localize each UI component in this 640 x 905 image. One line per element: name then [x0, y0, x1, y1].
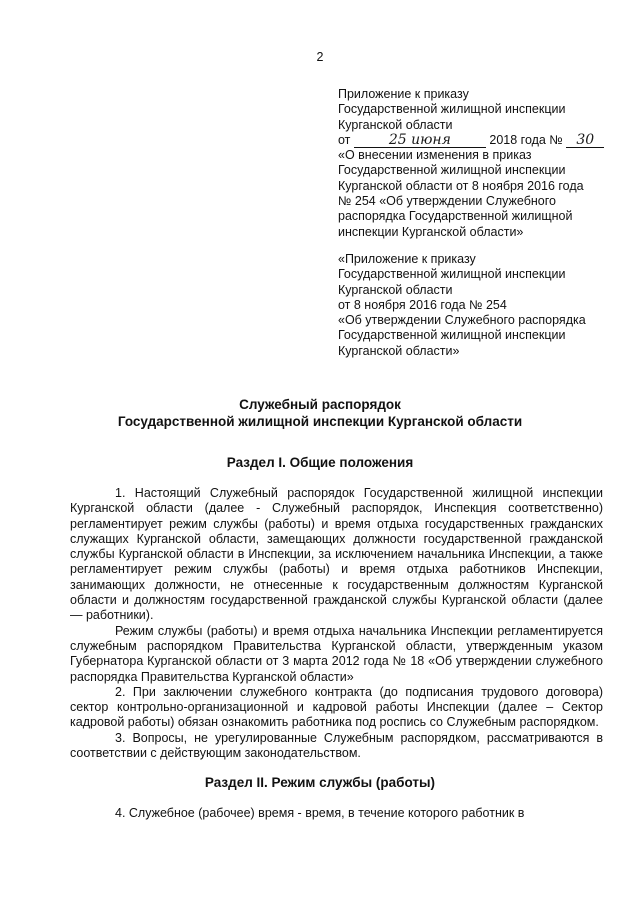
paragraph: 2. При заключении служебного контракта (до подписания трудового договора) сектор контрольно-организационной и кадровой работы Инспекции (далее – Сектор кадровой работы) обязан ознакомить работника под роспись со Служебным распорядком. [70, 684, 603, 730]
paragraph: Режим службы (работы) и время отдыха начальника Инспекции регламентируется служебным распорядком Правительства Курганской области, утвержденным указом Губернатора Курганской области от 3 марта 2012 года № 18 «Об утверждении служебного распорядка Правительства Курганской области» [70, 623, 603, 684]
section-body [70, 486, 603, 761]
title-line: Государственной жилищной инспекции Курганской области [117, 414, 523, 429]
section-body [70, 806, 603, 821]
appendix-line: инспекции Курганской области» [338, 224, 524, 239]
appendix-line: Курганской области [338, 282, 453, 297]
appendix-line: распорядка Государственной жилищной [338, 209, 573, 224]
section-heading: Раздел I. Общие положения [226, 455, 414, 470]
appendix-line: от 8 ноября 2016 года № 254 [338, 297, 507, 312]
handwritten-date: 25 июня [354, 134, 486, 148]
date-prefix: от [338, 132, 351, 147]
paragraph: 4. Служебное (рабочее) время - время, в течение которого работник в [115, 806, 525, 820]
appendix-line: «О внесении изменения в приказ [338, 148, 532, 163]
page-number: 2 [316, 50, 324, 64]
title-line: Служебный распорядок [239, 397, 401, 412]
appendix-block-current [338, 87, 608, 240]
date-suffix: 2018 года № [489, 132, 563, 147]
handwritten-order-number: 30 [566, 134, 604, 148]
appendix-line: «Об утверждении Служебного распорядка [338, 313, 586, 328]
appendix-line: Государственной жилищной инспекции [338, 328, 566, 343]
appendix-line: № 254 «Об утверждении Служебного [338, 194, 556, 209]
appendix-line: Государственной жилищной инспекции [338, 102, 566, 117]
appendix-line: Курганской области [338, 117, 453, 132]
appendix-line: Курганской области» [338, 343, 460, 358]
appendix-line: Курганской области от 8 ноября 2016 года [338, 178, 584, 193]
appendix-line: Государственной жилищной инспекции [338, 267, 566, 282]
appendix-date-line [338, 133, 608, 148]
appendix-line: «Приложение к приказу [338, 252, 476, 266]
appendix-block-original [338, 252, 608, 359]
appendix-line: Приложение к приказу [338, 87, 469, 101]
paragraph: 1. Настоящий Служебный распорядок Государственной жилищной инспекции Курганской области (далее - Служебный распорядок, Инспекция соответственно) регламентирует режим службы (работы) и время отдыха государственных гражданских служащих Курганской области, замещающих должности государственной гражданской службы Курганской области в Инспекции, за исключением начальника Инспекции, а также регламентирует режим службы (работы) и время отдыха работников Инспекции, занимающих должности, не отнесенные к государственным должностям Курганской области и должностям государственной гражданской службы Курганской области (далее — работники). [70, 486, 603, 623]
paragraph: 3. Вопросы, не урегулированные Служебным распорядком, рассматриваются в соответствии с действующим законодательством. [70, 730, 603, 761]
document-title [0, 396, 640, 430]
appendix-line: Государственной жилищной инспекции [338, 163, 566, 178]
section-heading: Раздел II. Режим службы (работы) [204, 775, 436, 790]
